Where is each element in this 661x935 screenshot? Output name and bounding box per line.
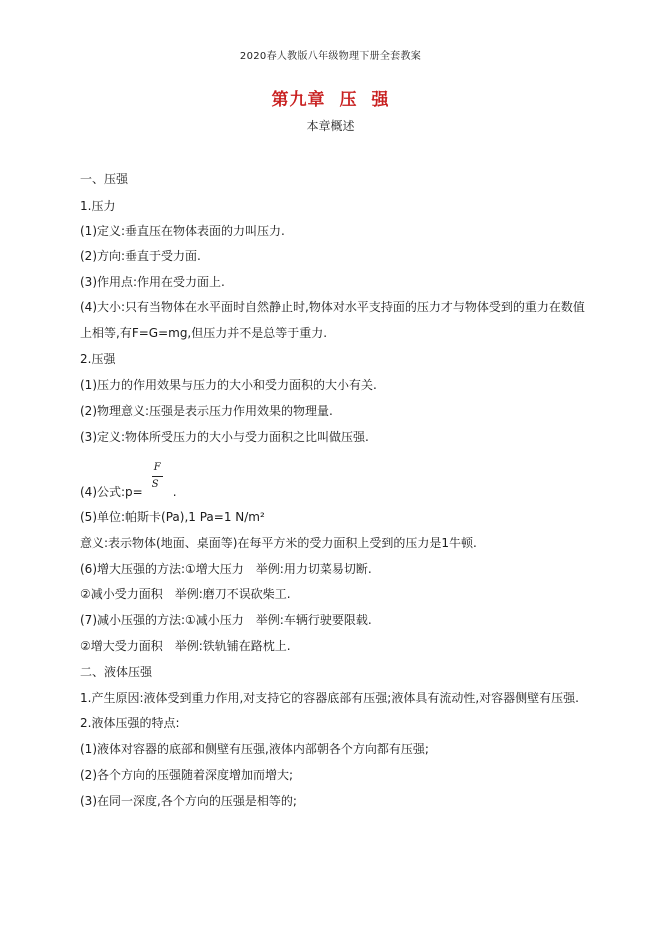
force-magnitude-line-1: (4)大小:只有当物体在水平面时自然静止时,物体对水平支持面的压力才与物体受到的重力在数值 — [80, 300, 585, 314]
pressure-definition: (3)定义:物体所受压力的大小与受力面积之比叫做压强. — [80, 430, 369, 444]
formula-end: . — [172, 485, 177, 499]
subsection-force: 1.压力 — [80, 199, 116, 213]
decrease-method-1: (7)减小压强的方法:①减小压力 举例:车辆行驶要限载. — [80, 613, 372, 627]
liquid-feature-2: (2)各个方向的压强随着深度增加而增大; — [80, 768, 294, 782]
subsection-pressure: 2.压强 — [80, 352, 116, 366]
liquid-feature-3: (3)在同一深度,各个方向的压强是相等的; — [80, 794, 297, 808]
chapter-word-2: 强 — [371, 90, 390, 110]
running-header: 2020春人教版八年级物理下册全套教案 — [239, 51, 422, 62]
force-magnitude-line-2: 上相等,有F=G=mg,但压力并不是总等于重力. — [80, 326, 328, 340]
force-point: (3)作用点:作用在受力面上. — [80, 275, 225, 289]
chapter-number: 第九章 — [271, 90, 326, 110]
force-definition: (1)定义:垂直压在物体表面的力叫压力. — [80, 224, 285, 238]
pressure-effect: (1)压力的作用效果与压力的大小和受力面积的大小有关. — [80, 378, 377, 392]
section-heading-pressure: 一、压强 — [80, 172, 129, 186]
liquid-cause: 1.产生原因:液体受到重力作用,对支持它的容器底部有压强;液体具有流动性,对容器侧壁有压强. — [80, 691, 579, 705]
chapter-word-1: 压 — [339, 90, 358, 110]
section-heading-liquid-pressure: 二、液体压强 — [80, 665, 153, 679]
formula-label: (4)公式:p= — [80, 485, 143, 499]
chapter-subtitle: 本章概述 — [306, 119, 355, 133]
pressure-meaning: (2)物理意义:压强是表示压力作用效果的物理量. — [80, 404, 333, 418]
liquid-features-heading: 2.液体压强的特点: — [80, 716, 180, 730]
chapter-title — [0, 85, 661, 110]
liquid-feature-1: (1)液体对容器的底部和侧壁有压强,液体内部朝各个方向都有压强; — [80, 742, 429, 756]
decrease-method-2: ②增大受力面积 举例:铁轨铺在路枕上. — [80, 639, 291, 653]
formula-fraction — [143, 462, 173, 496]
formula-denominator: S — [151, 479, 159, 490]
pressure-unit: (5)单位:帕斯卡(Pa),1 Pa=1 N/m² — [80, 510, 265, 524]
unit-meaning: 意义:表示物体(地面、桌面等)在每平方米的受力面积上受到的压力是1牛顿. — [80, 536, 477, 550]
formula-numerator: F — [153, 462, 161, 473]
increase-method-2: ②减小受力面积 举例:磨刀不误砍柴工. — [80, 587, 291, 601]
pressure-formula — [80, 462, 177, 500]
force-direction: (2)方向:垂直于受力面. — [80, 249, 201, 263]
increase-method-1: (6)增大压强的方法:①增大压力 举例:用力切菜易切断. — [80, 562, 372, 576]
